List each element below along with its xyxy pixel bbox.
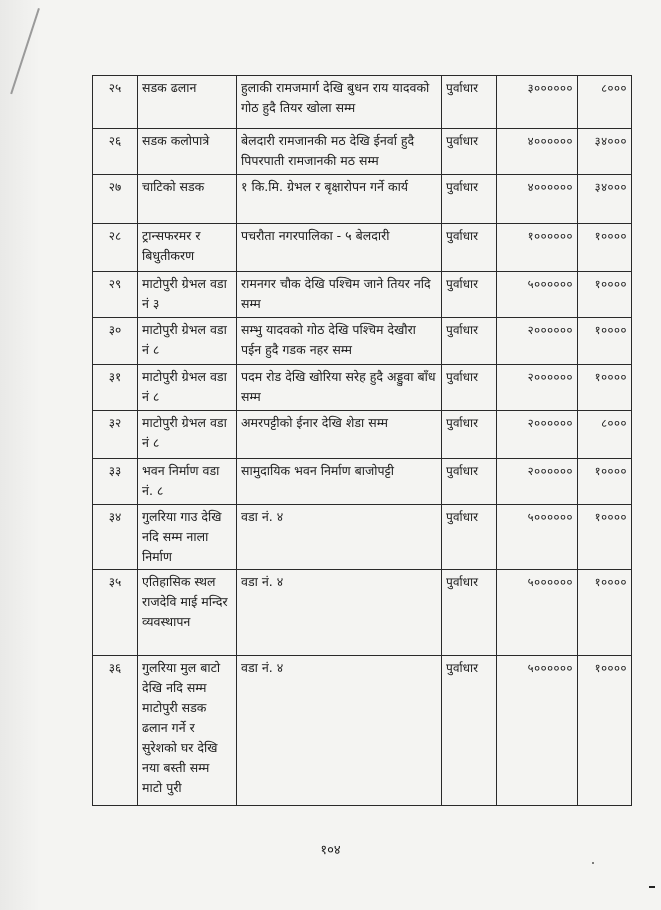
row-project-name: माटोपुरी ग्रेभल वडा नं ८	[138, 411, 237, 459]
row-project-description: रामनगर चौक देखि पश्चिम जाने तियर नदि सम्म	[237, 272, 442, 318]
row-project-name: ट्रान्सफरमर र बिधुतीकरण	[138, 224, 237, 272]
row-project-description: सामुदायिक भवन निर्माण बाजोपट्टी	[237, 459, 442, 505]
row-project-name: माटोपुरी ग्रेभल वडा नं ८	[138, 365, 237, 411]
row-budget-amount: ३००००००	[497, 76, 578, 129]
table-row	[93, 505, 632, 570]
row-project-name: गुलरिया मुल बाटो देखि नदि सम्म माटोपुरी सडक ढलान गर्ने र सुरेशको घर देखि नया बस्ती सम्म माटो पुरी	[138, 656, 237, 806]
scan-speck	[592, 862, 594, 864]
table-row	[93, 76, 632, 129]
row-budget-amount: ४००००००	[497, 129, 578, 175]
row-project-description: पदम रोड देखि खोरिया सरेह हुदै अड्डुवा बाँध सम्म	[237, 365, 442, 411]
table-row	[93, 570, 632, 656]
row-project-type: पुर्वाधार	[442, 656, 497, 806]
row-budget-amount: ५००००००	[497, 570, 578, 656]
row-beneficiary-count: १००००	[578, 505, 632, 570]
row-beneficiary-count: १००००	[578, 570, 632, 656]
row-beneficiary-count: ३४०००	[578, 129, 632, 175]
row-project-description: पचरौता नगरपालिका - ५ बेलदारी	[237, 224, 442, 272]
row-budget-amount: २००००००	[497, 411, 578, 459]
row-project-name: माटोपुरी ग्रेभल वडा नं ८	[138, 318, 237, 365]
row-project-type: पुर्वाधार	[442, 365, 497, 411]
row-beneficiary-count: ८०००	[578, 411, 632, 459]
row-serial-number: २७	[93, 175, 138, 224]
table-row	[93, 129, 632, 175]
row-project-type: पुर्वाधार	[442, 175, 497, 224]
row-beneficiary-count: १००००	[578, 272, 632, 318]
scan-edge-mark	[649, 886, 655, 888]
row-serial-number: ३१	[93, 365, 138, 411]
row-project-type: पुर्वाधार	[442, 505, 497, 570]
page-shadow-edge	[0, 0, 40, 910]
row-project-type: पुर्वाधार	[442, 129, 497, 175]
row-beneficiary-count: १००००	[578, 459, 632, 505]
project-table	[92, 75, 632, 806]
row-project-type: पुर्वाधार	[442, 318, 497, 365]
row-serial-number: २६	[93, 129, 138, 175]
row-project-description: १ कि.मि. ग्रेभल र बृक्षारोपन गर्ने कार्य	[237, 175, 442, 224]
row-project-name: चाटिको सडक	[138, 175, 237, 224]
table-row	[93, 224, 632, 272]
row-serial-number: ३६	[93, 656, 138, 806]
row-serial-number: २९	[93, 272, 138, 318]
table-row	[93, 365, 632, 411]
row-project-description: बेलदारी रामजानकी मठ देखि ईनर्वा हुदै पिपरपाती रामजानकी मठ सम्म	[237, 129, 442, 175]
row-beneficiary-count: ८०००	[578, 76, 632, 129]
row-beneficiary-count: १००००	[578, 656, 632, 806]
row-project-name: माटोपुरी ग्रेभल वडा नं ३	[138, 272, 237, 318]
row-serial-number: ३४	[93, 505, 138, 570]
row-project-description: वडा नं. ४	[237, 570, 442, 656]
row-serial-number: ३३	[93, 459, 138, 505]
project-table-body	[93, 76, 632, 806]
row-project-name: भवन निर्माण वडा नं. ८	[138, 459, 237, 505]
row-serial-number: ३२	[93, 411, 138, 459]
row-budget-amount: ५००००००	[497, 505, 578, 570]
row-budget-amount: २००००००	[497, 365, 578, 411]
row-beneficiary-count: १००००	[578, 318, 632, 365]
row-beneficiary-count: १००००	[578, 365, 632, 411]
project-table-container	[92, 75, 629, 806]
row-project-type: पुर्वाधार	[442, 459, 497, 505]
table-row	[93, 411, 632, 459]
row-project-description: वडा नं. ४	[237, 505, 442, 570]
row-budget-amount: २००००००	[497, 459, 578, 505]
row-project-name: एतिहासिक स्थल राजदेवि माई मन्दिर व्यवस्थापन	[138, 570, 237, 656]
row-budget-amount: ४००००००	[497, 175, 578, 224]
row-project-description: हुलाकी रामजमार्ग देखि बुधन राय यादवको गोठ हुदै तियर खोला सम्म	[237, 76, 442, 129]
row-budget-amount: ५००००००	[497, 656, 578, 806]
row-project-type: पुर्वाधार	[442, 411, 497, 459]
page-number: १०४	[320, 843, 341, 858]
table-row	[93, 175, 632, 224]
row-project-name: गुलरिया गाउ देखि नदि सम्म नाला निर्माण	[138, 505, 237, 570]
row-beneficiary-count: १००००	[578, 224, 632, 272]
row-project-name: सडक ढलान	[138, 76, 237, 129]
row-serial-number: ३०	[93, 318, 138, 365]
table-row	[93, 318, 632, 365]
row-project-name: सडक कलोपात्रे	[138, 129, 237, 175]
row-budget-amount: २००००००	[497, 318, 578, 365]
row-project-description: अमरपट्टीको ईनार देखि शेडा सम्म	[237, 411, 442, 459]
row-serial-number: २८	[93, 224, 138, 272]
table-row	[93, 656, 632, 806]
row-budget-amount: ५००००००	[497, 272, 578, 318]
row-project-description: वडा नं. ४	[237, 656, 442, 806]
row-budget-amount: १००००००	[497, 224, 578, 272]
row-beneficiary-count: ३४०००	[578, 175, 632, 224]
row-project-type: पुर्वाधार	[442, 224, 497, 272]
table-row	[93, 272, 632, 318]
row-serial-number: ३५	[93, 570, 138, 656]
row-project-description: सम्भु यादवको गोठ देखि पश्चिम देखौरा पईन हुदै गडक नहर सम्म	[237, 318, 442, 365]
row-project-type: पुर्वाधार	[442, 272, 497, 318]
row-serial-number: २५	[93, 76, 138, 129]
table-row	[93, 459, 632, 505]
row-project-type: पुर्वाधार	[442, 76, 497, 129]
row-project-type: पुर्वाधार	[442, 570, 497, 656]
